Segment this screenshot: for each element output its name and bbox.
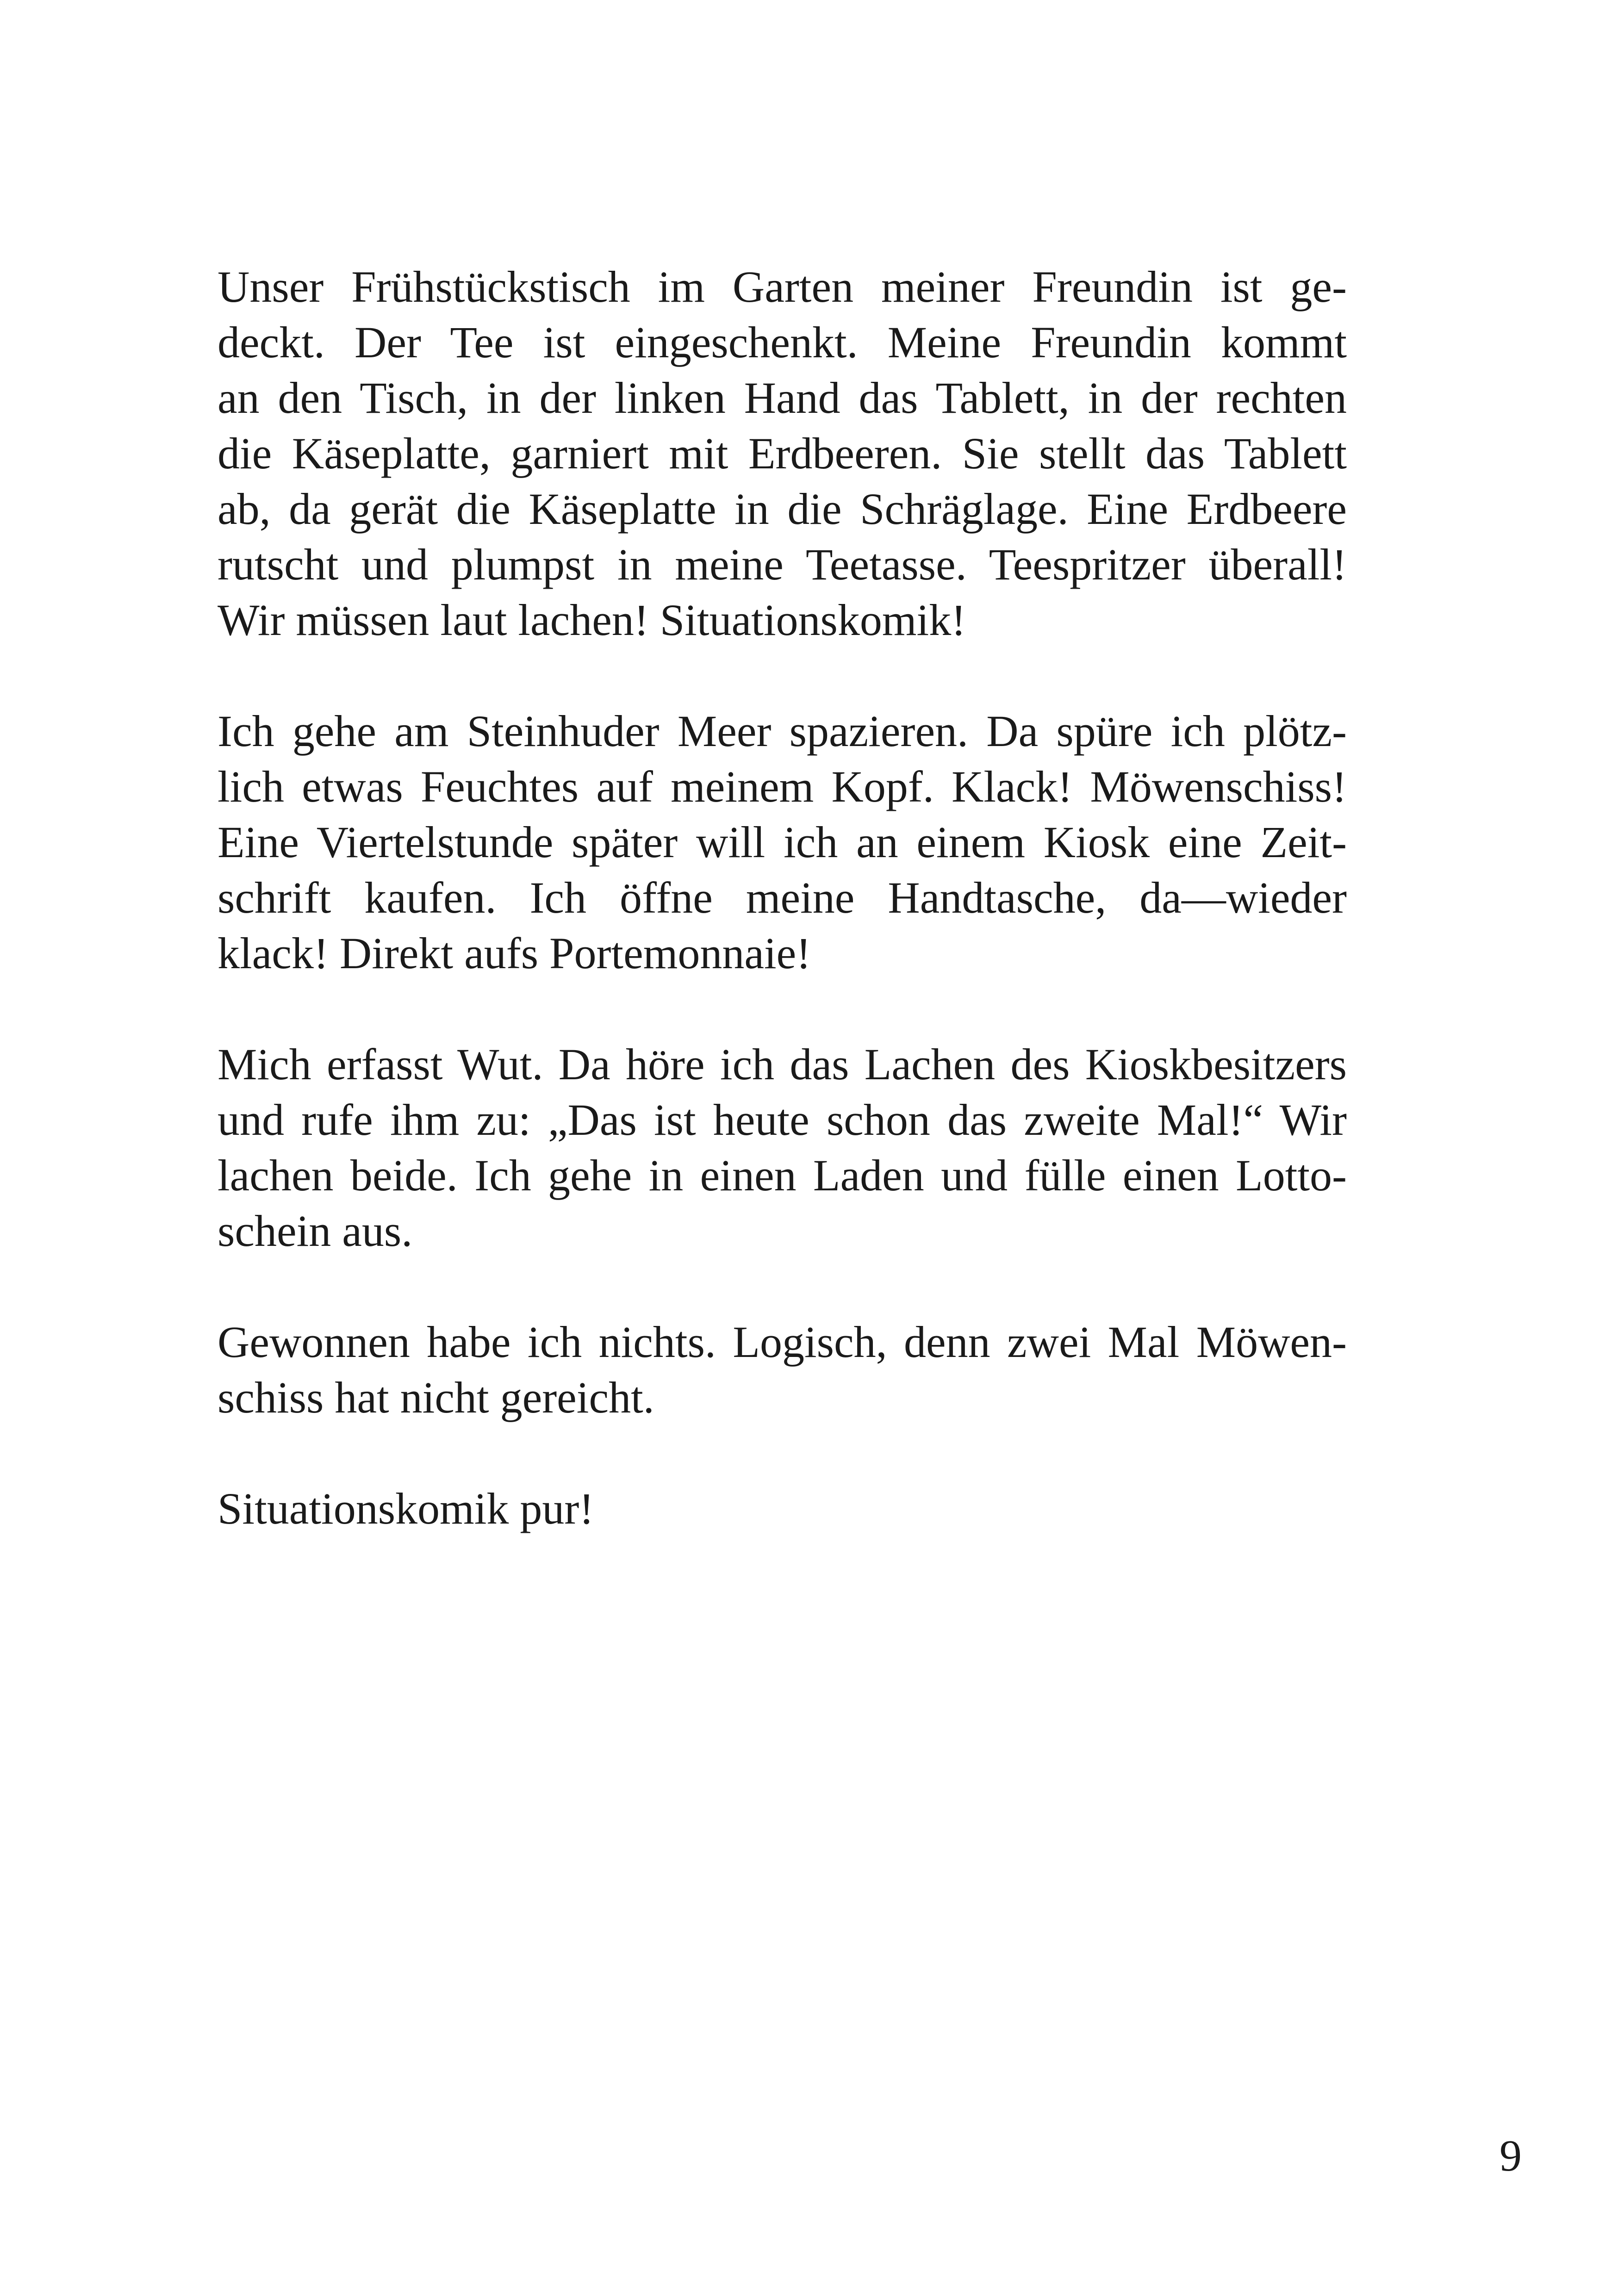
text-line: Wir müssen laut lachen! Situationskomik! xyxy=(218,595,966,645)
text-line: Eine Viertelstunde später will ich an einem Kiosk eine Zeit- xyxy=(218,817,1347,867)
paragraph xyxy=(218,1481,1347,1537)
paragraph xyxy=(218,1037,1347,1259)
paragraph xyxy=(218,1314,1347,1425)
text-line: Unser Frühstückstisch im Garten meiner Freundin ist ge- xyxy=(218,262,1347,311)
text-line: Ich gehe am Steinhuder Meer spazieren. Da spüre ich plötz- xyxy=(218,706,1347,756)
text-line: deckt. Der Tee ist eingeschenkt. Meine Freundin kommt xyxy=(218,317,1347,367)
paragraph-gap xyxy=(218,1259,1347,1314)
text-line: klack! Direkt aufs Portemonnaie! xyxy=(218,928,811,978)
paragraph xyxy=(218,703,1347,981)
text-line: lich etwas Feuchtes auf meinem Kopf. Klack! Möwenschiss! xyxy=(218,762,1347,811)
text-line: an den Tisch, in der linken Hand das Tablett, in der rechten xyxy=(218,373,1347,423)
paragraph-gap xyxy=(218,981,1347,1037)
text-line: lachen beide. Ich gehe in einen Laden und fülle einen Lotto- xyxy=(218,1151,1347,1200)
paragraph-gap xyxy=(218,1425,1347,1481)
page-number: 9 xyxy=(1500,2131,1522,2180)
text-line: Mich erfasst Wut. Da höre ich das Lachen des Kioskbesitzers xyxy=(218,1039,1347,1089)
body-text xyxy=(218,259,1347,1537)
text-line: die Käseplatte, garniert mit Erdbeeren. Sie stellt das Tablett xyxy=(218,429,1347,478)
text-line: schiss hat nicht gereicht. xyxy=(218,1373,654,1422)
text-line: ab, da gerät die Käseplatte in die Schräglage. Eine Erdbeere xyxy=(218,484,1347,534)
text-line: schrift kaufen. Ich öffne meine Handtasche, da—wieder xyxy=(218,873,1347,922)
text-line: und rufe ihm zu: „Das ist heute schon das zweite Mal!“ Wir xyxy=(218,1095,1347,1145)
text-line: Gewonnen habe ich nichts. Logisch, denn zwei Mal Möwen- xyxy=(218,1317,1347,1367)
text-line: schein aus. xyxy=(218,1206,413,1256)
text-line: rutscht und plumpst in meine Teetasse. Teespritzer überall! xyxy=(218,540,1347,589)
paragraph-gap xyxy=(218,648,1347,703)
text-line: Situationskomik pur! xyxy=(218,1484,594,1533)
paragraph xyxy=(218,259,1347,648)
